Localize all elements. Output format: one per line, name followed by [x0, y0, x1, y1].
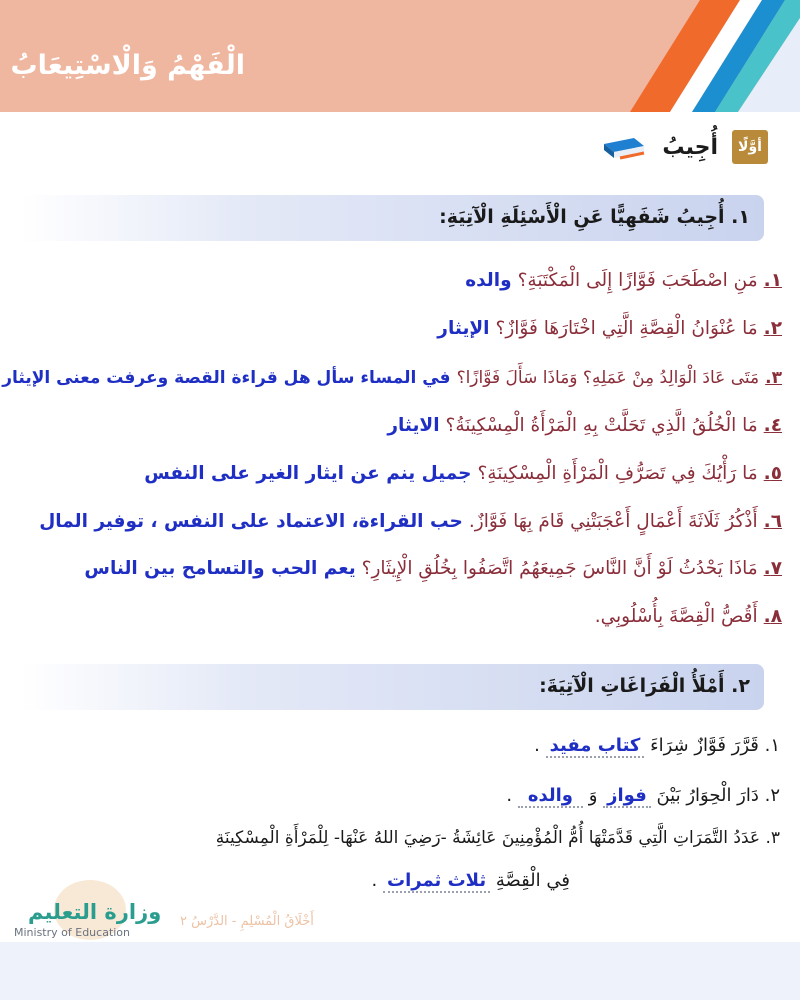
fill-prefix: ٣. عَدَدُ التَّمَرَاتِ الَّتِي قَدَّمَتْهَا أُمُّ الْمُؤْمِنِينَ عَائِشَةُ -رَضِيَ اللهُ عَنْهَا- لِلْمَرْأَةِ الْمِسْكِينَةِ	[215, 828, 780, 848]
section-badge: أوَّلًا	[732, 130, 768, 164]
answer-text: حب القراءة، الاعتماد على النفس ، توفير المال	[39, 511, 463, 532]
part2-title: ٢. أَمْلَأُ الْفَرَاغَاتِ الْآتِيَةَ:	[539, 675, 750, 697]
question-item	[437, 318, 782, 339]
question-text: مَنِ اصْطَحَبَ فَوَّازًا إِلَى الْمَكْتَبَةِ؟	[517, 270, 758, 291]
section-title: أُجِيبُ	[662, 134, 718, 160]
fill-suffix: .	[371, 870, 378, 891]
fill-suffix: .	[506, 785, 513, 806]
question-number: ٧.	[763, 558, 782, 579]
question-number: ٦.	[763, 511, 782, 532]
ministry-name-ar: وزارة التعليم	[28, 900, 162, 924]
question-number: ٥.	[763, 463, 782, 484]
part1-title: ١. أُجِيبُ شَفَهِيًّا عَنِ الْأَسْئِلَةِ الْآتِيَةِ:	[439, 206, 750, 228]
book-icon	[600, 132, 648, 162]
fill-item	[216, 828, 780, 848]
question-item	[39, 511, 782, 532]
question-item	[387, 415, 782, 436]
question-item	[595, 606, 782, 627]
answer-text: جميل ينم عن ايثار الغير على النفس	[144, 463, 472, 484]
question-number: ١.	[763, 270, 782, 291]
answer-text: الايثار	[387, 415, 440, 436]
fill-answer[interactable]: ثلاث ثمرات	[383, 870, 490, 893]
question-number: ٢.	[763, 318, 782, 339]
fill-prefix: ١. قَرَّرَ فَوَّازٌ شِرَاءَ	[650, 735, 780, 756]
fill-answer-2[interactable]: والده	[518, 785, 583, 808]
question-item	[84, 558, 782, 579]
question-number: ٨.	[763, 606, 782, 627]
fill-connector: وَ	[588, 785, 598, 806]
question-number: ٣.	[765, 368, 782, 388]
fill-suffix: .	[534, 735, 540, 756]
answer-text: يعم الحب والتسامح بين الناس	[84, 558, 356, 579]
answer-text: في المساء سأل هل قراءة القصة وعرفت معنى الإيثار	[2, 368, 451, 388]
question-text: مَا الْخُلُقُ الَّذِي تَحَلَّتْ بِهِ الْمَرْأَةُ الْمِسْكِينَةُ؟	[445, 415, 758, 436]
question-number: ٤.	[763, 415, 782, 436]
question-text: أَقُصُّ الْقِصَّةَ بِأُسْلُوبِي.	[594, 606, 758, 627]
fill-prefix: فِي الْقِصَّةِ	[495, 870, 570, 891]
question-text: أَذْكُرُ ثَلَاثَةَ أَعْمَالٍ أَعْجَبَتْنِي قَامَ بِهَا فَوَّازٌ.	[468, 511, 758, 532]
fill-answer[interactable]: كتاب مفيد	[546, 735, 645, 758]
footer-breadcrumb: أَخْلَاقُ الْمُسْلِمِ - الدَّرْسُ ٢	[180, 914, 314, 929]
header-stripes	[500, 0, 800, 112]
question-item	[465, 270, 782, 291]
section-heading	[600, 130, 768, 164]
answer-text: والده	[465, 270, 512, 291]
question-item	[2, 368, 782, 388]
footer-band	[0, 942, 800, 1000]
answer-text: الإيثار	[437, 318, 490, 339]
fill-answer[interactable]: فواز	[603, 785, 651, 808]
question-text: مَا رَأْيُكَ فِي تَصَرُّفِ الْمَرْأَةِ الْمِسْكِينَةِ؟	[477, 463, 758, 484]
fill-item	[506, 785, 780, 806]
question-text: مَتَى عَادَ الْوَالِدُ مِنْ عَمَلِهِ؟ وَمَاذَا سَأَلَ فَوَّازًا؟	[456, 368, 760, 388]
question-text: مَا عُنْوَانُ الْقِصَّةِ الَّتِي اخْتَارَهَا فَوَّازٌ؟	[495, 318, 758, 339]
fill-item	[372, 870, 570, 891]
question-item	[144, 463, 782, 484]
page-title: الْفَهْمُ وَالْاسْتِيعَابُ	[10, 50, 245, 81]
question-text: مَاذَا يَحْدُثُ لَوْ أَنَّ النَّاسَ جَمِيعَهُمُ اتَّصَفُوا بِخُلُقِ الْإِيثَارِ؟	[361, 558, 758, 579]
fill-prefix: ٢. دَارَ الْحِوَارُ بَيْنَ	[656, 785, 780, 806]
ministry-name-en: Ministry of Education	[14, 926, 131, 939]
fill-item	[534, 735, 780, 756]
